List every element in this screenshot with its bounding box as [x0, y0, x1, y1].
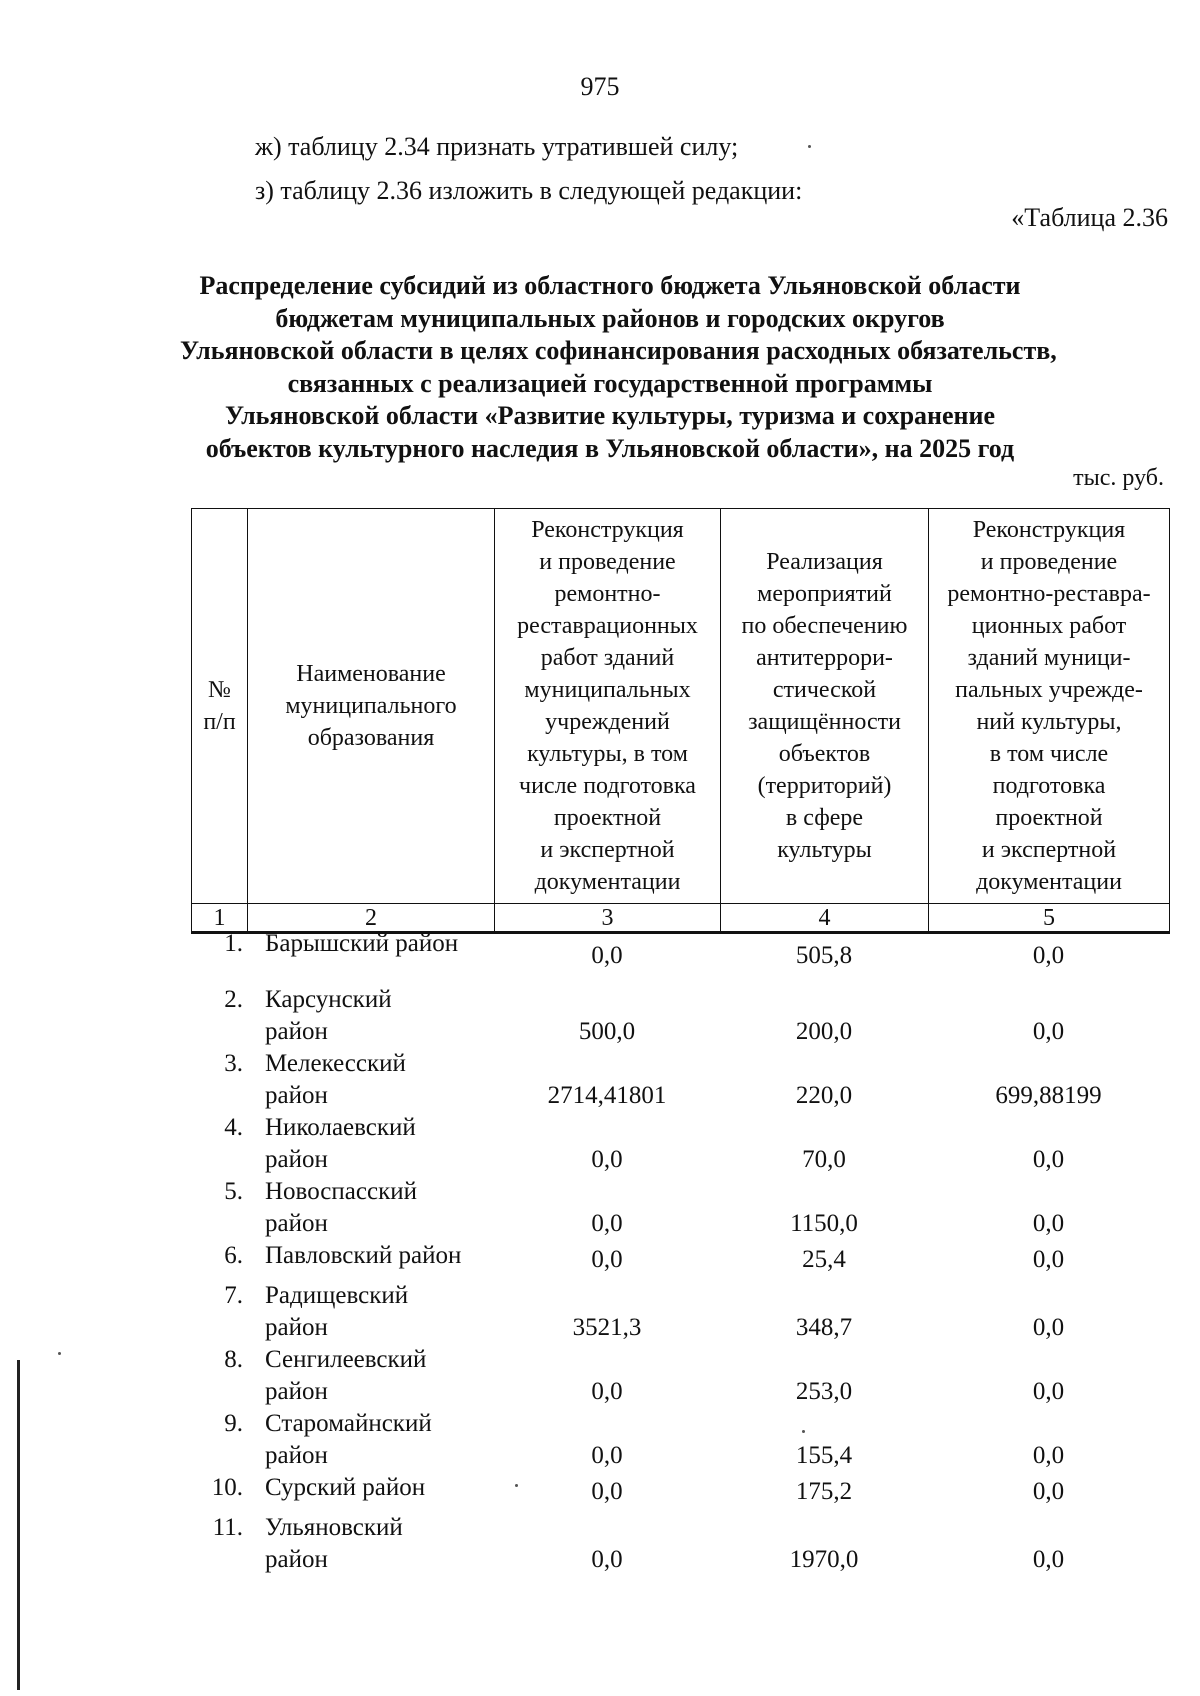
table-row	[191, 1048, 1169, 1112]
page-number: 975	[580, 72, 620, 101]
row-value-restoration: 0,0	[1032, 1018, 1065, 1045]
row-value-reconstruction: 0,0	[591, 1146, 623, 1173]
row-number: 8.	[224, 1346, 243, 1373]
column-number: 5	[929, 904, 1170, 933]
title-line: объектов культурного наследия в Ульяновской области», на 2025 год	[205, 433, 1015, 463]
amendment-zh: ж) таблицу 2.34 признать утратившей силу;	[255, 132, 739, 161]
row-name: Сенгилеевский район	[265, 1346, 427, 1405]
title-line: Ульяновской области «Развитие культуры, туризма и сохранение	[224, 401, 996, 430]
row-number: 1.	[224, 930, 243, 957]
row-value-antiterror: 200,0	[795, 1018, 853, 1045]
row-value-reconstruction: 0,0	[591, 1210, 623, 1237]
row-value-antiterror: 175,2	[795, 1478, 853, 1505]
document-title	[180, 270, 1057, 465]
row-name: Радищевский район	[265, 1282, 409, 1341]
table-row	[191, 984, 1169, 1048]
table-body	[191, 928, 1169, 1576]
row-value-reconstruction: 3521,3	[572, 1314, 642, 1341]
row-value-reconstruction: 0,0	[591, 942, 623, 969]
row-value-reconstruction: 0,0	[591, 1546, 623, 1573]
table-row	[191, 928, 1169, 984]
row-value-antiterror: 1150,0	[790, 1210, 858, 1237]
row-value-reconstruction: 0,0	[591, 1442, 623, 1469]
scan-speck	[802, 1430, 805, 1433]
row-number: 7.	[224, 1282, 243, 1309]
row-value-reconstruction: 500,0	[578, 1018, 636, 1045]
row-value-reconstruction: 2714,41801	[547, 1082, 667, 1109]
table-row	[191, 1512, 1169, 1576]
header-col-number: № п/п	[192, 509, 248, 904]
row-number: 5.	[224, 1178, 243, 1205]
table-row	[191, 1240, 1169, 1280]
table-row	[191, 1344, 1169, 1408]
row-name: Павловский район	[265, 1242, 462, 1269]
row-value-antiterror: 253,0	[795, 1378, 853, 1405]
row-number: 6.	[224, 1242, 243, 1269]
column-number: 1	[192, 904, 248, 933]
row-name: Ульяновский район	[265, 1514, 403, 1573]
header-col-antiterror: Реализация мероприятий по обеспечению антитеррори- стической защищённости объектов (территорий) в сфере культуры	[721, 509, 929, 904]
header-col-name: Наименование муниципального образования	[248, 509, 495, 904]
row-value-antiterror: 25,4	[802, 1246, 846, 1273]
row-name: Николаевский район	[265, 1114, 416, 1173]
row-name: Старомайнский район	[265, 1410, 432, 1469]
title-line: Ульяновской области в целях софинансирования расходных обязательств,	[180, 336, 1057, 365]
row-value-antiterror: 220,0	[795, 1082, 853, 1109]
row-name: Барышский район	[265, 930, 459, 957]
row-value-restoration: 0,0	[1032, 1314, 1065, 1341]
table-row	[191, 1176, 1169, 1240]
amendment-z: з) таблицу 2.36 изложить в следующей редакции:	[255, 176, 803, 205]
row-number: 11.	[212, 1514, 243, 1541]
title-line: Распределение субсидий из областного бюджета Ульяновской области	[199, 271, 1021, 300]
table-row	[191, 1472, 1169, 1512]
table-caption: «Таблица 2.36	[1011, 203, 1168, 232]
row-number: 3.	[224, 1050, 243, 1077]
scan-margin-line	[17, 1360, 20, 1690]
title-line: связанных с реализацией государственной программы	[287, 368, 933, 398]
row-value-restoration: 0,0	[1032, 1378, 1065, 1405]
units-label: тыс. руб.	[1073, 465, 1164, 491]
row-value-antiterror: 505,8	[795, 942, 853, 969]
row-number: 9.	[224, 1410, 243, 1437]
row-value-antiterror: 155,4	[795, 1442, 853, 1469]
row-number: 10.	[211, 1474, 243, 1501]
row-value-reconstruction: 0,0	[591, 1378, 623, 1405]
header-col-restoration: Реконструкция и проведение ремонтно-реставра- ционных работ зданий муници- пальных учрежде- ний культуры, в том числе подготовка проектной и экспертной документации	[929, 509, 1170, 904]
column-number: 4	[721, 904, 929, 933]
column-number: 2	[248, 904, 495, 933]
row-value-reconstruction: 0,0	[591, 1246, 623, 1273]
row-number: 2.	[224, 986, 243, 1013]
table-row	[191, 1280, 1169, 1344]
row-value-restoration: 0,0	[1032, 1146, 1065, 1173]
row-value-restoration: 0,0	[1032, 1478, 1065, 1505]
header-col-reconstruction: Реконструкция и проведение ремонтно- реставрационных работ зданий муниципальных учреждений культуры, в том числе подготовка проектной и экспертной документации	[495, 509, 721, 904]
row-value-restoration: 0,0	[1032, 1546, 1065, 1573]
row-name: Карсунский район	[265, 986, 392, 1045]
row-value-antiterror: 348,7	[795, 1314, 853, 1341]
column-number: 3	[495, 904, 721, 933]
row-value-restoration: 0,0	[1032, 1442, 1065, 1469]
scan-speck	[515, 1484, 518, 1487]
row-value-antiterror: 1970,0	[789, 1546, 859, 1573]
row-value-restoration: 699,88199	[995, 1082, 1102, 1109]
table-header	[191, 508, 1170, 934]
row-number: 4.	[224, 1114, 243, 1141]
table-row	[191, 1112, 1169, 1176]
row-name: Сурский район	[265, 1474, 426, 1501]
title-line: бюджетам муниципальных районов и городских округов	[275, 303, 945, 333]
row-value-restoration: 0,0	[1032, 942, 1065, 969]
scan-speck	[808, 145, 811, 148]
row-value-restoration: 0,0	[1032, 1246, 1065, 1273]
row-value-restoration: 0,0	[1032, 1210, 1065, 1237]
scan-speck	[58, 1352, 61, 1355]
row-value-reconstruction: 0,0	[591, 1478, 623, 1505]
row-name: Мелекесский район	[265, 1050, 406, 1109]
table-row	[191, 1408, 1169, 1472]
row-value-antiterror: 70,0	[802, 1146, 846, 1173]
row-name: Новоспасский район	[265, 1178, 417, 1237]
